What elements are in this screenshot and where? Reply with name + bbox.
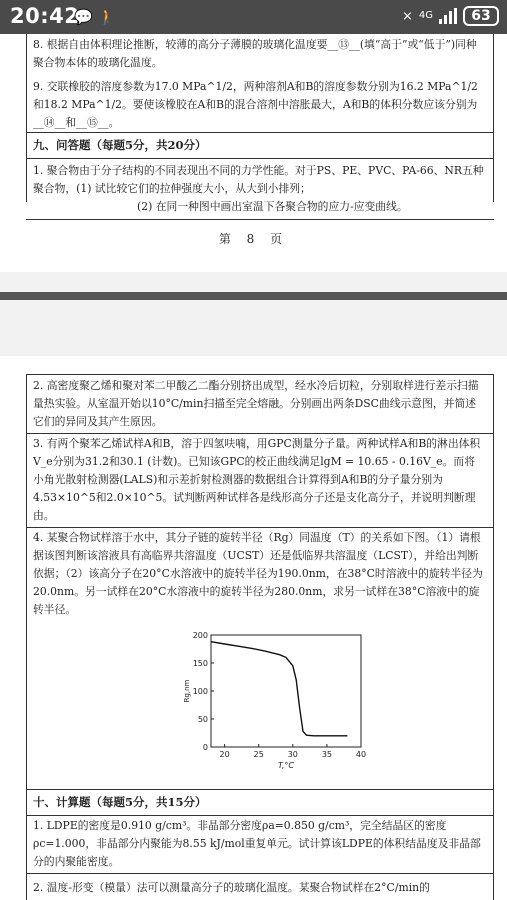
calc-question-2: 2. 温度-形变（模量）法可以测量高分子的玻璃化温度。某聚合物试样在2°C/min的 <box>33 881 430 894</box>
y-tick-label: 0 <box>202 743 208 752</box>
y-tick-label: 50 <box>197 715 208 724</box>
status-right <box>402 6 499 26</box>
plot-frame <box>211 635 361 747</box>
notification-icons <box>74 8 116 26</box>
y-tick-label: 150 <box>192 659 208 668</box>
x-tick-label: 35 <box>321 750 333 759</box>
question-2: 2. 高密度聚乙烯和聚对苯二甲酸乙二酯分别挤出成型，经水冷后切粒，分别取样进行差示扫描量热实验。从室温开始以10°C/min扫描至完全熔融。分别画出两条DSC曲线示意图，并简述它们的异同及其产生原因。 <box>33 379 479 428</box>
page-8 <box>0 34 507 272</box>
y-axis-label: Rg,nm <box>183 679 191 703</box>
question-3: 3. 有两个聚苯乙烯试样A和B，溶于四氢呋喃，用GPC测量分子量。两种试样A和B的淋出体积V_e分别为31.2和30.1 (计数)。已知该GPC的校正曲线满足lgM = 10.65 - 0.16V_e。而将小角光散射检测器(LALS)和示差折射检测器的数据组合计算得到A和B的分子量分别为4.53×10^5和2.0×10^5。试判断两种试样各是线形高分子还是支化高分子，并说明判断理由。 <box>33 437 481 522</box>
question-1: 1. 聚合物由于分子结构的不同表现出不同的力学性能。对于PS、PE、PVC、PA-66、NR五种聚合物，(1) 试比较它们的拉伸强度大小，从大到小排列； <box>33 164 484 195</box>
network-type: 4G <box>418 10 433 21</box>
section-title-9: 九、问答题（每题5分，共20分） <box>33 138 207 152</box>
page-number: 第 8 页 <box>218 232 289 246</box>
page-gap <box>0 272 507 356</box>
chart-svg <box>177 627 377 779</box>
status-bar <box>0 0 507 34</box>
x-tick-label: 25 <box>253 750 264 759</box>
question-9: 9. 交联橡胶的溶度参数为17.0 MPa^1/2，两种溶剂A和B的溶度参数分别为16.2 MPa^1/2和18.2 MPa^1/2。要使该橡胶在A和B的混合溶剂中溶胀最大，A和B的体积分数应该分别为__⑭__和__⑮__。 <box>33 80 478 129</box>
x-tick-label: 30 <box>287 750 298 759</box>
question-1-part2: (2) 在同一种图中画出室温下各聚合物的应力-应变曲线。 <box>137 200 408 213</box>
x-axis-label: T,°C <box>277 761 295 770</box>
y-tick-label: 200 <box>192 631 208 640</box>
calc-question-1: 1. LDPE的密度是0.910 g/cm³。非晶部分密度ρa=0.850 g/cm³，完全结晶区的密度ρc=1.000，非晶部分内聚能为8.55 kJ/mol重复单元。试计算该LDPE的体积结晶度及非晶部分的内聚能密度。 <box>33 819 481 868</box>
y-tick-label: 100 <box>192 687 208 696</box>
signal-icon <box>439 8 457 24</box>
question-8: 8. 根据自由体积理论推断，较薄的高分子薄膜的玻璃化温度要__⑬__(填“高于”或“低于”)同种聚合物本体的玻璃化温度。 <box>33 38 477 69</box>
x-tick-label: 20 <box>219 750 230 759</box>
x-tick-label: 40 <box>355 750 367 759</box>
rg-temperature-chart <box>177 627 387 777</box>
series-line <box>211 642 347 736</box>
clock: 20:42 <box>10 4 80 28</box>
page-separator <box>0 292 507 300</box>
page-9 <box>0 356 507 900</box>
question-4: 4. 某聚合物试样溶于水中，其分子链的旋转半径（Rg）同温度（T）的关系如下图。（1）请根据该图判断该溶液具有高临界共溶温度（UCST）还是低临界共溶温度（LCST），并给出判断依据；（2）该高分子在20°C水溶液中的旋转半径为190.0nm，在38°C时溶液中的旋转半径为20.0nm。另一试样在20°C水溶液中的旋转半径为280.0nm，求另一试样在38°C溶液中的旋转半径。 <box>33 531 483 616</box>
chat-icon: 💬 <box>74 8 93 26</box>
question-box <box>26 374 494 900</box>
walk-icon: 🚶 <box>97 8 117 26</box>
question-box <box>26 34 494 213</box>
battery-icon: 63 <box>463 6 499 26</box>
mute-icon: ⨯ <box>401 8 413 24</box>
section-title-10: 十、计算题（每题5分，共15分） <box>33 795 207 809</box>
